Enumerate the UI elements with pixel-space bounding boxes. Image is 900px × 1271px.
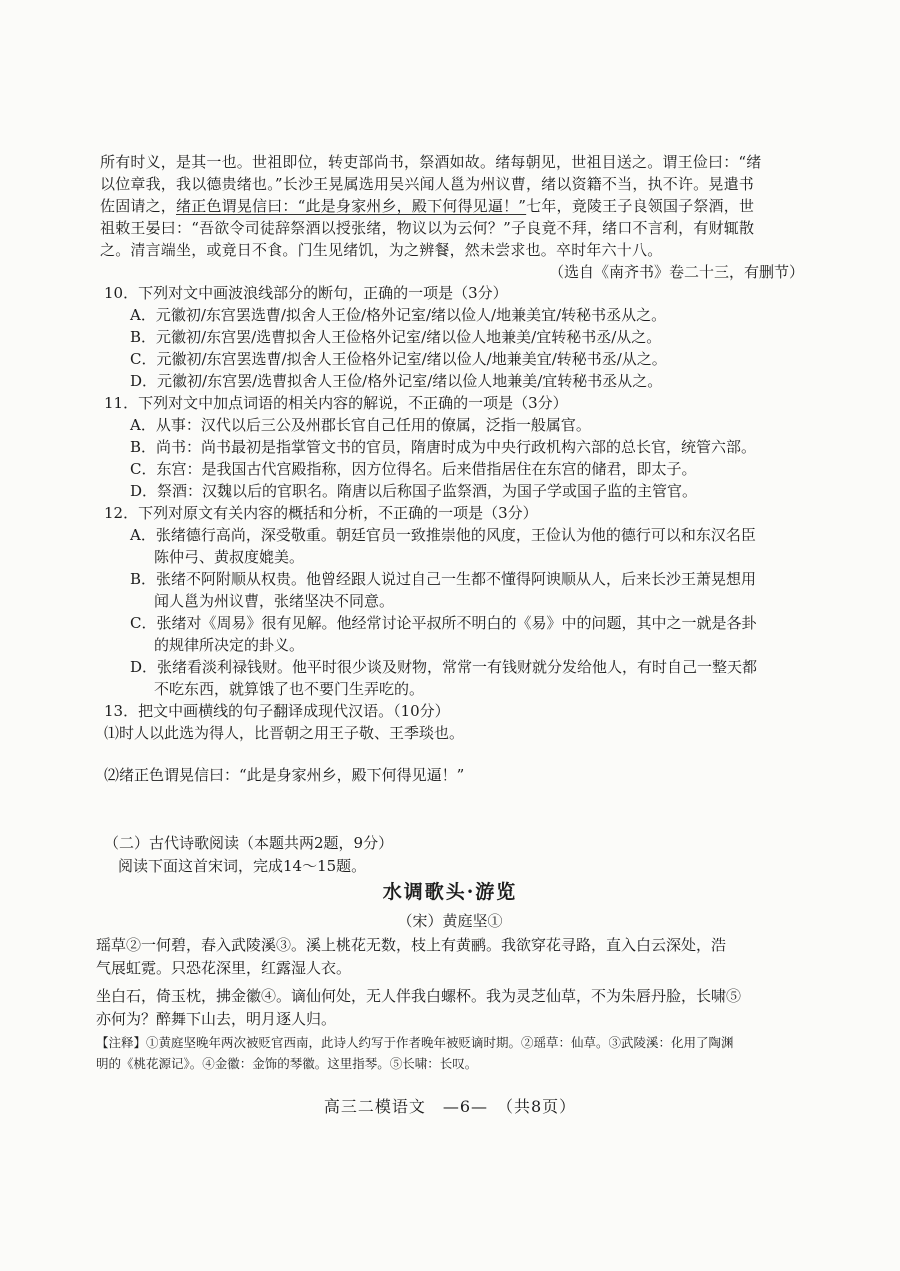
poem-line-2: 气展虹霓。只恐花深里，红露湿人衣。 xyxy=(96,959,352,977)
q12-option-d-cont: 不吃东西，就算饿了也不要门生弄吃的。 xyxy=(154,680,425,698)
q11-option-a: A．从事：汉代以后三公及州郡长官自己任用的僚属，泛指一般属官。 xyxy=(130,416,591,434)
passage-line-3 xyxy=(100,196,800,216)
q12-option-d: D．张绪看淡利禄钱财。他平时很少谈及财物，常常一有钱财就分发给他人，有时自己一整天都 xyxy=(130,658,758,676)
q12-option-b-cont: 闻人邕为州议曹，张绪坚决不同意。 xyxy=(154,592,395,610)
passage-line-5: 之。清言端坐，或竟日不食。门生见绪饥，为之辨餐，然未尝求也。卒时年六十八。 xyxy=(100,241,663,259)
q12-option-a: A．张绪德行高尚，深受敬重。朝廷官员一致推崇他的风度，王俭认为他的德行可以和东汉名臣 xyxy=(130,526,756,544)
passage-line-4: 祖敕王晏曰：“吾欲令司徒辞祭酒以授张绪，物议以为云何？”子良竟不拜，绪口不言利，有财辄散 xyxy=(100,219,755,237)
passage-line-3a: 佐固请之， xyxy=(100,197,177,215)
passage-line-2b: 长沙王晃属选用吴兴闻人邕为州议曹，绪以资籍不当，执不许。晃遣书 xyxy=(282,175,754,193)
q11-stem: 11．下列对文中加点词语的相关内容的解说，不正确的一项是（3分） xyxy=(104,394,568,412)
poem-line-3: 坐白石，倚玉枕，拂金徽④。谪仙何处，无人伴我白螺杯。我为灵芝仙草，不为朱唇丹脸，长啸⑤ xyxy=(96,987,742,1005)
q13-stem: 13．把文中画横线的句子翻译成现代汉语。（10分） xyxy=(104,702,450,720)
underlined-sentence: 绪正色谓晃信曰：“此是身家州乡，殿下何得见逼！” xyxy=(176,197,527,215)
q10-option-b: B．元徽初/东宫罢/选曹拟舍人王俭格外记室/绪以俭人地兼美/宜转秘书丞/从之。 xyxy=(130,328,662,346)
poem-line-4: 亦何为？醉舞下山去，明月逐人归。 xyxy=(96,1010,337,1028)
q11-option-b: B．尚书：尚书最初是指掌管文书的官员，隋唐时成为中央行政机构六部的总长官，统管六部。 xyxy=(130,438,757,456)
poem-author: （宋）黄庭坚① xyxy=(397,912,503,930)
page-footer: 高三二模语文 —6— （共8页） xyxy=(323,1097,577,1116)
poem-title: 水调歌头·游览 xyxy=(382,881,518,903)
passage-source: （选自《南齐书》卷二十三，有删节） xyxy=(548,263,804,281)
passage-line-3c: 七年，竟陵王子良领国子祭酒，世 xyxy=(526,197,755,215)
q12-stem: 12．下列对原文有关内容的概括和分析，不正确的一项是（3分） xyxy=(104,504,538,522)
passage-line-2a: 以位章我，我以德贵绪也。” xyxy=(100,175,283,193)
section-heading: （二）古代诗歌阅读（本题共两2题，9分） xyxy=(104,834,394,852)
q13-sentence-2: ⑵绪正色谓晃信曰：“此是身家州乡，殿下何得见逼！” xyxy=(104,766,465,784)
q10-option-a: A．元徽初/东宫罢选曹/拟舍人王俭/格外记室/绪以俭人/地兼美宜/转秘书丞从之。 xyxy=(130,306,667,324)
poem-note-1: 【注释】①黄庭坚晚年两次被贬官西南，此诗人约写于作者晚年被贬谪时期。②瑶草：仙草。③武陵溪：化用了陶渊 xyxy=(96,1035,734,1050)
q12-option-c: C．张绪对《周易》很有见解。他经常讨论平叔所不明白的《易》中的问题，其中之一就是各卦 xyxy=(130,614,757,632)
q13-sentence-1: ⑴时人以此选为得人，比晋朝之用王子敬、王季琰也。 xyxy=(104,724,465,742)
section-instruction: 阅读下面这首宋词，完成14～15题。 xyxy=(118,857,367,875)
passage-line-1: 所有时义，是其一也。世祖即位，转吏部尚书，祭酒如故。绪每朝见，世祖目送之。谓王俭曰：“绪 xyxy=(100,153,762,171)
poem-line-1: 瑶草②一何碧，春入武陵溪③。溪上桃花无数，枝上有黄鹂。我欲穿花寻路，直入白云深处，浩 xyxy=(96,936,727,954)
q10-option-c: C．元徽初/东宫罢选曹/拟舍人王俭格外记室/绪以俭人/地兼美宜/转秘书丞/从之。 xyxy=(130,350,667,368)
q11-option-d: D．祭酒：汉魏以后的官职名。隋唐以后称国子监祭酒，为国子学或国子监的主管官。 xyxy=(130,482,698,500)
q12-option-a-cont: 陈仲弓、黄叔度媲美。 xyxy=(154,548,305,566)
q12-option-c-cont: 的规律所决定的卦义。 xyxy=(154,636,305,654)
passage-line-2 xyxy=(100,174,800,194)
q10-stem: 10．下列对文中画波浪线部分的断句，正确的一项是（3分） xyxy=(104,284,508,302)
poem-note-2: 明的《桃花源记》。④金徽：金饰的琴徽。这里指琴。⑤长啸：长叹。 xyxy=(96,1056,478,1071)
q11-option-c: C．东宫：是我国古代宫殿指称，因方位得名。后来借指居住在东宫的储君，即太子。 xyxy=(130,460,697,478)
q12-option-b: B．张绪不阿附顺从权贵。他曾经跟人说过自己一生都不懂得阿谀顺从人，后来长沙王萧晃想用 xyxy=(130,570,757,588)
q10-option-d: D．元徽初/东宫罢/选曹拟舍人王俭/格外记室/绪以俭人地兼美/宜转秘书丞从之。 xyxy=(130,372,663,390)
